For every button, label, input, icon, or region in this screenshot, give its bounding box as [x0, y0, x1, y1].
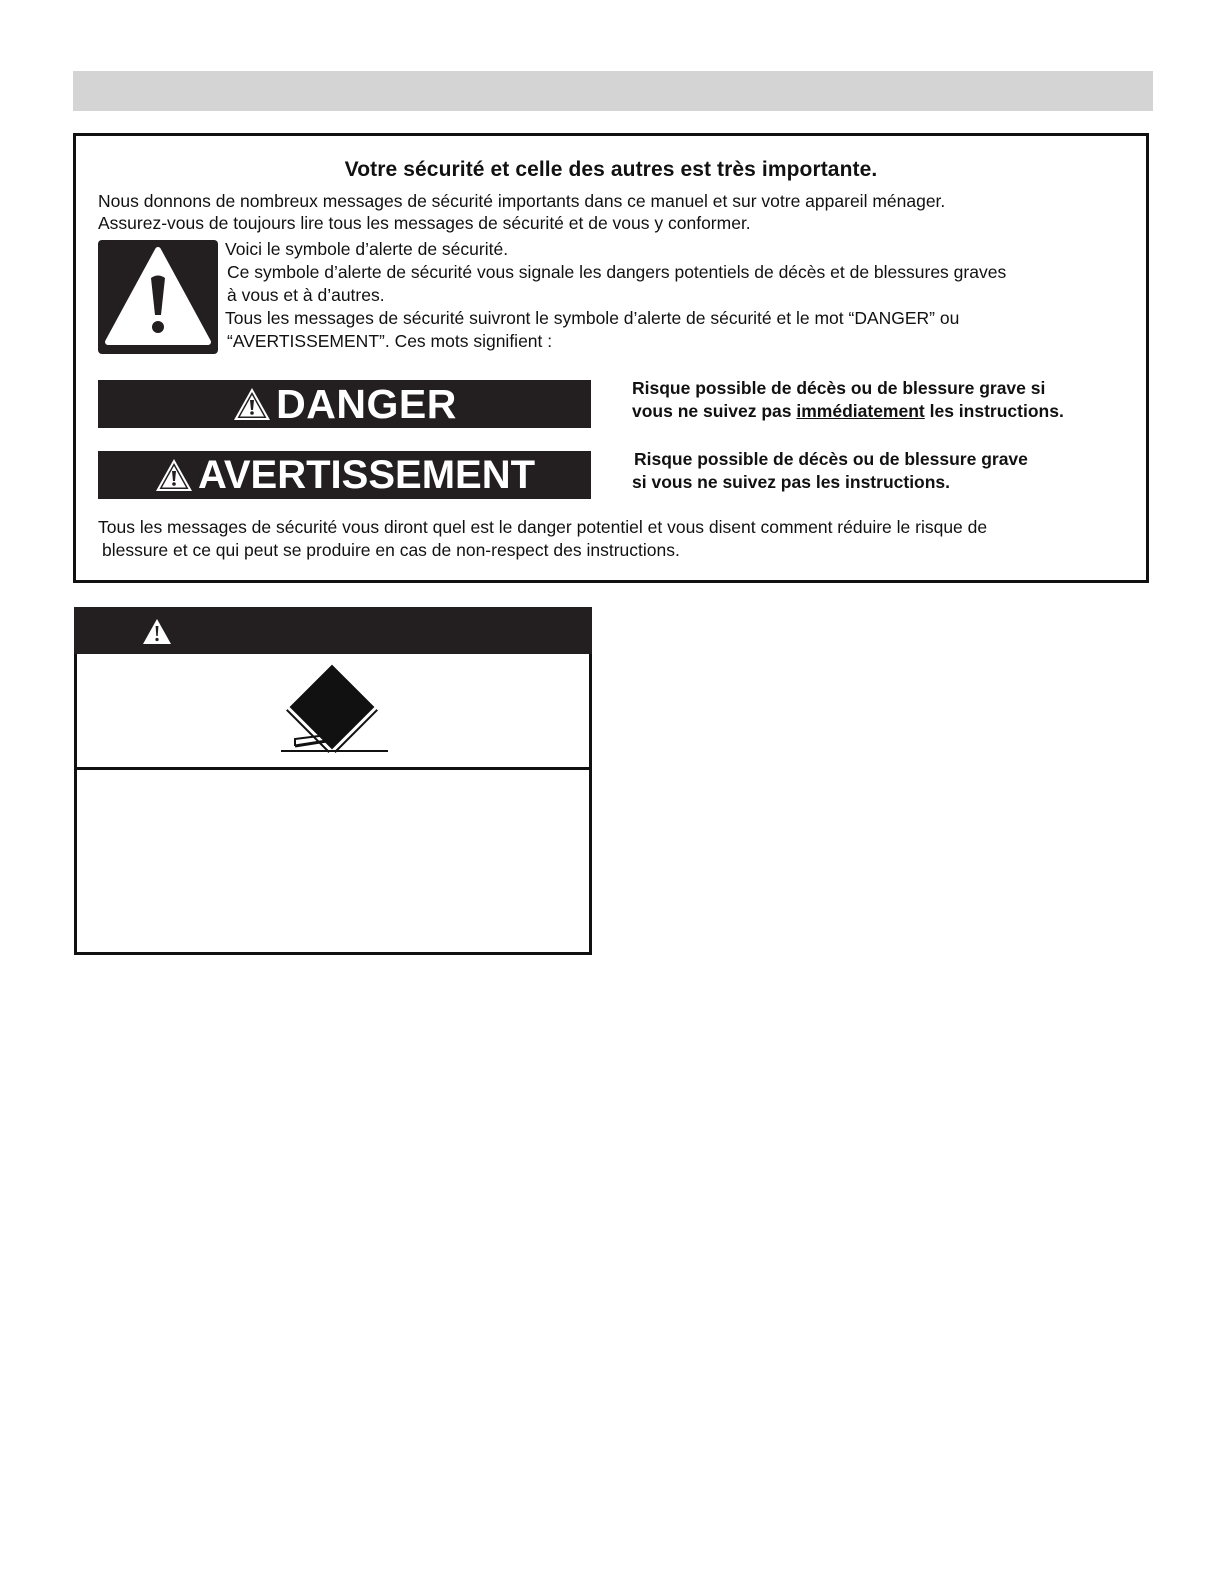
tip-over-icon: [77, 654, 589, 767]
tip-divider: [77, 767, 589, 770]
alert-line: “AVERTISSEMENT”. Ces mots signifient :: [227, 331, 553, 351]
danger-desc-text: vous ne suivez pas: [632, 401, 797, 421]
safety-intro: [98, 190, 945, 234]
footer-line: Tous les messages de sécurité vous diront quel est le danger potentiel et vous disent comment réduire le risque de: [98, 517, 988, 537]
warning-desc-line: si vous ne suivez pas les instructions.: [632, 472, 951, 492]
warning-triangle-icon: [232, 386, 272, 422]
safety-footer: [98, 516, 987, 562]
intro-line: Nous donnons de nombreux messages de sécurité importants dans ce manuel et sur votre appareil ménager.: [98, 191, 946, 211]
safety-title: Votre sécurité et celle des autres est très importante.: [344, 158, 878, 181]
danger-banner: [98, 380, 591, 428]
warning-triangle-icon: [142, 618, 172, 645]
section-header-bar: [73, 71, 1153, 111]
warning-triangle-icon: [98, 240, 218, 354]
tip-over-warning-box: [74, 607, 592, 955]
tip-warning-header: [74, 607, 592, 654]
danger-desc-line: [632, 400, 1064, 423]
danger-desc-text: les instructions.: [924, 401, 1064, 421]
danger-desc-line: Risque possible de décès ou de blessure grave si: [632, 378, 1046, 398]
footer-line: blessure et ce qui peut se produire en cas de non-respect des instructions.: [102, 540, 680, 560]
danger-description: [632, 377, 1064, 423]
safety-information-box: [73, 133, 1149, 583]
warning-desc-line: Risque possible de décès ou de blessure grave: [634, 449, 1028, 469]
alert-symbol-explanation: [225, 238, 1006, 353]
intro-line: Assurez-vous de toujours lire tous les messages de sécurité et de vous y conformer.: [98, 213, 751, 233]
danger-label: DANGER: [276, 380, 457, 427]
warning-triangle-icon: [154, 457, 194, 493]
alert-line: Ce symbole d’alerte de sécurité vous signale les dangers potentiels de décès et de blessures graves: [227, 262, 1007, 282]
danger-desc-emphasis: immédiatement: [796, 401, 925, 421]
warning-label: AVERTISSEMENT: [197, 452, 536, 497]
warning-banner: [98, 451, 591, 499]
alert-line: Tous les messages de sécurité suivront le symbole d’alerte de sécurité et le mot “DANGER” ou: [225, 308, 960, 328]
warning-description: [632, 448, 1028, 494]
alert-line: à vous et à d’autres.: [227, 285, 385, 305]
alert-line: Voici le symbole d’alerte de sécurité.: [225, 239, 509, 259]
